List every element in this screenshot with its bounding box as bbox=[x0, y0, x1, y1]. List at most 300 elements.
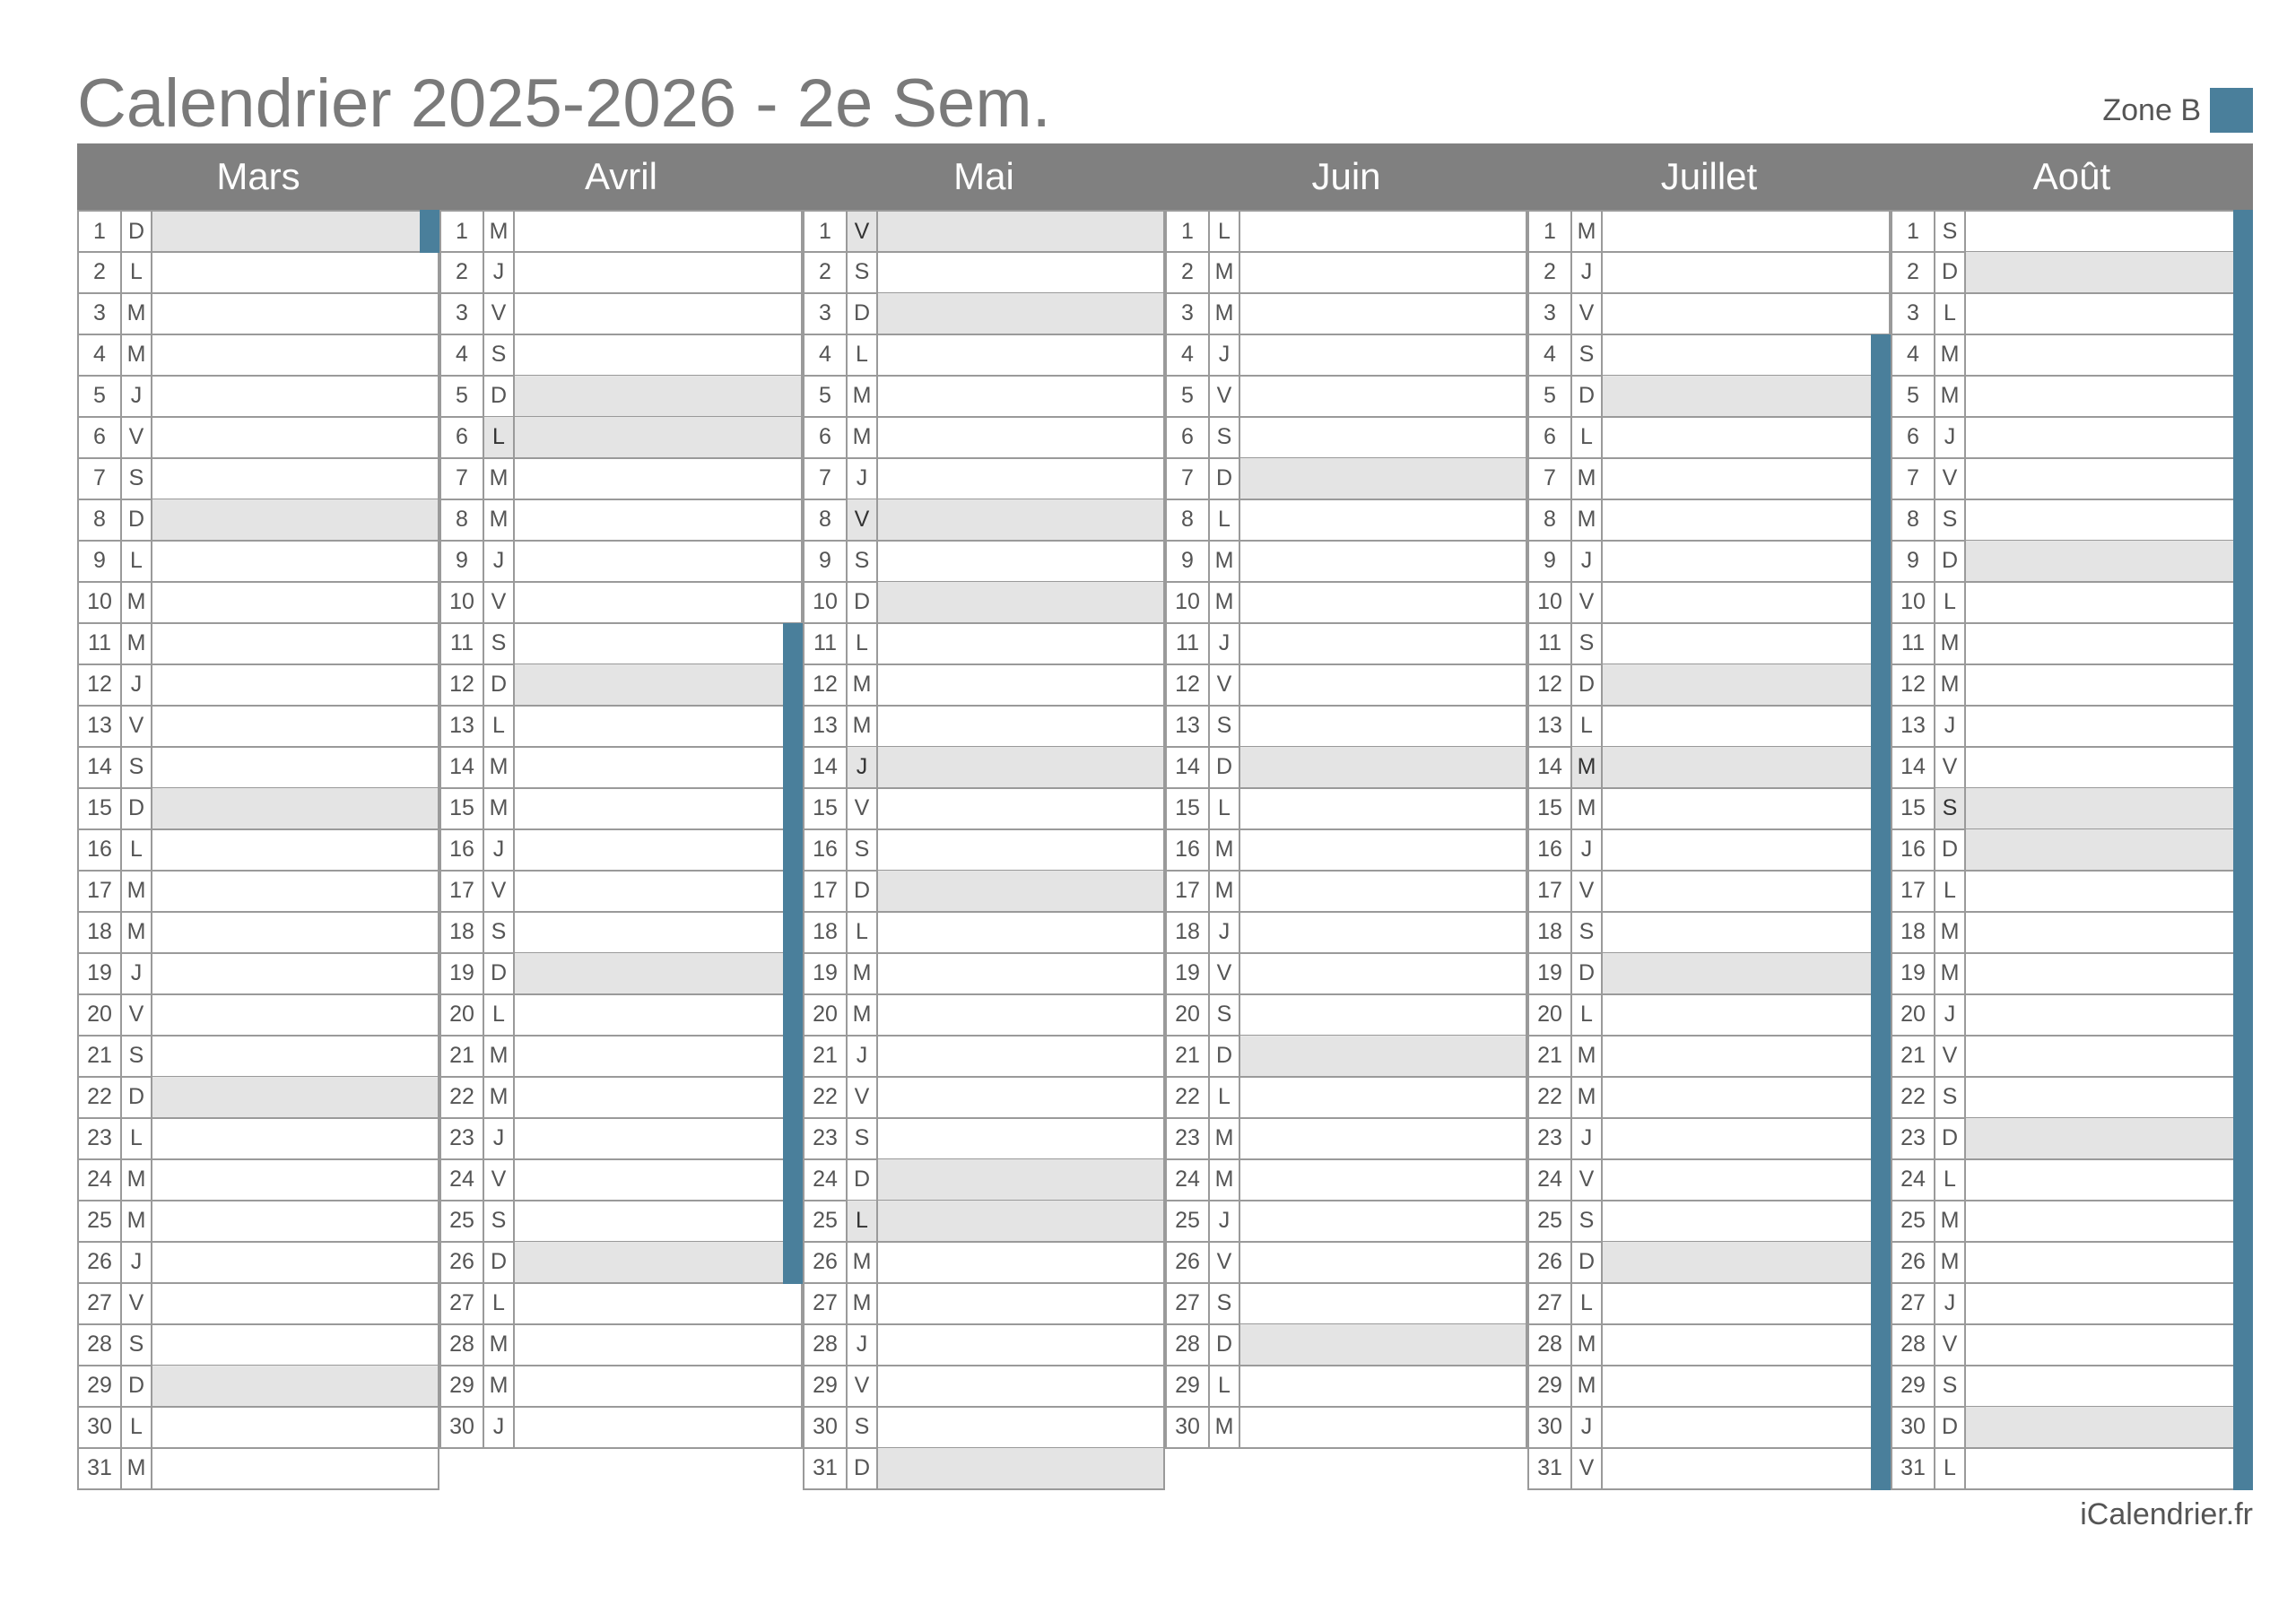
day-note-cell[interactable] bbox=[1966, 1324, 2251, 1365]
day-row[interactable] bbox=[1165, 334, 1527, 377]
day-note-cell[interactable] bbox=[1240, 664, 1526, 705]
day-row[interactable] bbox=[1891, 1077, 2253, 1119]
day-row[interactable] bbox=[803, 458, 1165, 500]
day-row[interactable] bbox=[439, 871, 803, 913]
day-row[interactable] bbox=[1527, 994, 1891, 1037]
day-row[interactable] bbox=[1527, 293, 1891, 335]
day-note-cell[interactable] bbox=[1966, 1448, 2251, 1488]
day-row[interactable] bbox=[1165, 417, 1527, 459]
day-row[interactable] bbox=[1891, 1036, 2253, 1078]
day-row[interactable] bbox=[77, 376, 439, 418]
day-row[interactable] bbox=[1891, 541, 2253, 583]
day-row[interactable] bbox=[1165, 293, 1527, 335]
day-row[interactable] bbox=[1891, 1366, 2253, 1408]
day-note-cell[interactable] bbox=[1966, 1118, 2251, 1158]
day-note-cell[interactable] bbox=[1966, 252, 2251, 292]
day-row[interactable] bbox=[77, 1407, 439, 1449]
day-note-cell[interactable] bbox=[1240, 623, 1526, 664]
day-row[interactable] bbox=[803, 293, 1165, 335]
day-row[interactable] bbox=[439, 829, 803, 872]
day-note-cell[interactable] bbox=[878, 1077, 1163, 1117]
day-row[interactable] bbox=[1165, 871, 1527, 913]
day-row[interactable] bbox=[1527, 252, 1891, 294]
day-row[interactable] bbox=[1165, 953, 1527, 995]
day-note-cell[interactable] bbox=[152, 871, 438, 911]
day-row[interactable] bbox=[1891, 376, 2253, 418]
day-row[interactable] bbox=[439, 1407, 803, 1449]
day-note-cell[interactable] bbox=[152, 788, 438, 828]
day-note-cell[interactable] bbox=[1966, 458, 2251, 499]
day-note-cell[interactable] bbox=[1966, 334, 2251, 375]
day-row[interactable] bbox=[1891, 912, 2253, 954]
day-row[interactable] bbox=[1527, 664, 1891, 707]
day-row[interactable] bbox=[439, 252, 803, 294]
day-row[interactable] bbox=[803, 582, 1165, 624]
day-note-cell[interactable] bbox=[1603, 417, 1889, 457]
day-row[interactable] bbox=[1527, 623, 1891, 665]
day-note-cell[interactable] bbox=[1603, 953, 1889, 993]
day-note-cell[interactable] bbox=[1603, 541, 1889, 581]
day-note-cell[interactable] bbox=[878, 293, 1163, 334]
day-note-cell[interactable] bbox=[1603, 1118, 1889, 1158]
day-row[interactable] bbox=[803, 417, 1165, 459]
day-note-cell[interactable] bbox=[1603, 1366, 1889, 1406]
day-row[interactable] bbox=[1527, 334, 1891, 377]
day-note-cell[interactable] bbox=[1603, 212, 1889, 251]
day-note-cell[interactable] bbox=[1603, 788, 1889, 828]
day-row[interactable] bbox=[439, 912, 803, 954]
day-row[interactable] bbox=[1527, 953, 1891, 995]
day-note-cell[interactable] bbox=[152, 458, 438, 499]
day-note-cell[interactable] bbox=[152, 664, 438, 705]
day-note-cell[interactable] bbox=[152, 417, 438, 457]
day-note-cell[interactable] bbox=[878, 499, 1163, 540]
day-note-cell[interactable] bbox=[878, 953, 1163, 993]
day-row[interactable] bbox=[77, 499, 439, 542]
day-row[interactable] bbox=[77, 1201, 439, 1243]
day-row[interactable] bbox=[77, 210, 439, 253]
day-row[interactable] bbox=[77, 1077, 439, 1119]
day-row[interactable] bbox=[1165, 1366, 1527, 1408]
day-row[interactable] bbox=[439, 1201, 803, 1243]
day-row[interactable] bbox=[803, 334, 1165, 377]
day-row[interactable] bbox=[1891, 1201, 2253, 1243]
day-note-cell[interactable] bbox=[515, 1407, 801, 1447]
day-note-cell[interactable] bbox=[878, 458, 1163, 499]
day-note-cell[interactable] bbox=[1966, 212, 2251, 251]
day-row[interactable] bbox=[439, 210, 803, 253]
day-row[interactable] bbox=[803, 252, 1165, 294]
day-row[interactable] bbox=[1527, 417, 1891, 459]
day-note-cell[interactable] bbox=[1240, 1159, 1526, 1200]
day-note-cell[interactable] bbox=[1966, 664, 2251, 705]
day-note-cell[interactable] bbox=[152, 334, 438, 375]
day-row[interactable] bbox=[803, 1159, 1165, 1201]
day-row[interactable] bbox=[1891, 293, 2253, 335]
day-note-cell[interactable] bbox=[1240, 417, 1526, 457]
day-row[interactable] bbox=[439, 1324, 803, 1366]
day-note-cell[interactable] bbox=[515, 994, 801, 1035]
day-row[interactable] bbox=[77, 788, 439, 830]
day-row[interactable] bbox=[1165, 1201, 1527, 1243]
day-row[interactable] bbox=[1891, 788, 2253, 830]
day-note-cell[interactable] bbox=[1240, 582, 1526, 622]
day-note-cell[interactable] bbox=[1966, 747, 2251, 787]
day-note-cell[interactable] bbox=[878, 1283, 1163, 1323]
day-row[interactable] bbox=[1165, 912, 1527, 954]
day-row[interactable] bbox=[439, 1118, 803, 1160]
day-row[interactable] bbox=[803, 994, 1165, 1037]
day-note-cell[interactable] bbox=[515, 1159, 801, 1200]
day-row[interactable] bbox=[1891, 829, 2253, 872]
day-row[interactable] bbox=[77, 541, 439, 583]
day-row[interactable] bbox=[1165, 582, 1527, 624]
day-row[interactable] bbox=[1165, 788, 1527, 830]
day-row[interactable] bbox=[439, 541, 803, 583]
day-row[interactable] bbox=[1527, 829, 1891, 872]
day-note-cell[interactable] bbox=[878, 912, 1163, 952]
day-note-cell[interactable] bbox=[152, 1407, 438, 1447]
day-note-cell[interactable] bbox=[878, 417, 1163, 457]
day-row[interactable] bbox=[803, 747, 1165, 789]
day-row[interactable] bbox=[77, 293, 439, 335]
day-note-cell[interactable] bbox=[1240, 499, 1526, 540]
day-note-cell[interactable] bbox=[1603, 871, 1889, 911]
day-note-cell[interactable] bbox=[1240, 458, 1526, 499]
day-note-cell[interactable] bbox=[1240, 541, 1526, 581]
day-note-cell[interactable] bbox=[1603, 1036, 1889, 1076]
day-row[interactable] bbox=[1527, 788, 1891, 830]
day-note-cell[interactable] bbox=[1240, 334, 1526, 375]
day-note-cell[interactable] bbox=[878, 582, 1163, 622]
day-note-cell[interactable] bbox=[1603, 706, 1889, 746]
day-row[interactable] bbox=[1165, 376, 1527, 418]
day-note-cell[interactable] bbox=[515, 706, 801, 746]
day-row[interactable] bbox=[1891, 1324, 2253, 1366]
day-note-cell[interactable] bbox=[878, 1366, 1163, 1406]
day-note-cell[interactable] bbox=[1966, 582, 2251, 622]
day-note-cell[interactable] bbox=[152, 706, 438, 746]
day-row[interactable] bbox=[1527, 912, 1891, 954]
day-row[interactable] bbox=[803, 664, 1165, 707]
day-row[interactable] bbox=[439, 1283, 803, 1325]
day-note-cell[interactable] bbox=[152, 293, 438, 334]
day-row[interactable] bbox=[77, 912, 439, 954]
day-row[interactable] bbox=[77, 1159, 439, 1201]
day-row[interactable] bbox=[1165, 706, 1527, 748]
day-note-cell[interactable] bbox=[152, 376, 438, 416]
day-row[interactable] bbox=[1527, 1077, 1891, 1119]
day-row[interactable] bbox=[439, 747, 803, 789]
day-note-cell[interactable] bbox=[1603, 1242, 1889, 1282]
day-row[interactable] bbox=[1891, 953, 2253, 995]
day-note-cell[interactable] bbox=[1966, 623, 2251, 664]
day-note-cell[interactable] bbox=[878, 994, 1163, 1035]
day-row[interactable] bbox=[803, 376, 1165, 418]
day-note-cell[interactable] bbox=[878, 664, 1163, 705]
day-row[interactable] bbox=[1527, 1242, 1891, 1284]
day-row[interactable] bbox=[803, 1448, 1165, 1490]
day-note-cell[interactable] bbox=[1966, 1036, 2251, 1076]
day-row[interactable] bbox=[1891, 334, 2253, 377]
day-row[interactable] bbox=[439, 664, 803, 707]
day-note-cell[interactable] bbox=[1966, 1201, 2251, 1241]
day-note-cell[interactable] bbox=[515, 1366, 801, 1406]
day-row[interactable] bbox=[1527, 582, 1891, 624]
day-row[interactable] bbox=[439, 994, 803, 1037]
day-note-cell[interactable] bbox=[1603, 293, 1889, 334]
day-row[interactable] bbox=[77, 1242, 439, 1284]
day-row[interactable] bbox=[1891, 1407, 2253, 1449]
day-note-cell[interactable] bbox=[878, 1201, 1163, 1241]
day-note-cell[interactable] bbox=[1966, 376, 2251, 416]
day-note-cell[interactable] bbox=[1240, 953, 1526, 993]
day-row[interactable] bbox=[1527, 1036, 1891, 1078]
day-note-cell[interactable] bbox=[515, 912, 801, 952]
day-note-cell[interactable] bbox=[515, 541, 801, 581]
day-row[interactable] bbox=[803, 1201, 1165, 1243]
day-row[interactable] bbox=[439, 788, 803, 830]
day-note-cell[interactable] bbox=[1603, 1201, 1889, 1241]
day-note-cell[interactable] bbox=[1966, 1283, 2251, 1323]
day-row[interactable] bbox=[803, 706, 1165, 748]
day-row[interactable] bbox=[1165, 1324, 1527, 1366]
day-row[interactable] bbox=[1527, 1448, 1891, 1490]
day-note-cell[interactable] bbox=[1966, 1159, 2251, 1200]
day-row[interactable] bbox=[1527, 1324, 1891, 1366]
day-row[interactable] bbox=[1891, 499, 2253, 542]
day-row[interactable] bbox=[1527, 376, 1891, 418]
day-row[interactable] bbox=[77, 664, 439, 707]
day-note-cell[interactable] bbox=[1603, 747, 1889, 787]
day-note-cell[interactable] bbox=[1603, 623, 1889, 664]
day-note-cell[interactable] bbox=[1966, 1366, 2251, 1406]
day-note-cell[interactable] bbox=[878, 788, 1163, 828]
day-row[interactable] bbox=[1165, 1118, 1527, 1160]
day-note-cell[interactable] bbox=[515, 747, 801, 787]
day-row[interactable] bbox=[439, 623, 803, 665]
day-row[interactable] bbox=[439, 417, 803, 459]
day-note-cell[interactable] bbox=[1603, 499, 1889, 540]
day-note-cell[interactable] bbox=[515, 212, 801, 251]
day-note-cell[interactable] bbox=[515, 623, 801, 664]
day-row[interactable] bbox=[803, 623, 1165, 665]
day-note-cell[interactable] bbox=[1240, 1366, 1526, 1406]
day-row[interactable] bbox=[1527, 1201, 1891, 1243]
day-row[interactable] bbox=[1165, 458, 1527, 500]
day-note-cell[interactable] bbox=[1240, 1036, 1526, 1076]
day-row[interactable] bbox=[77, 1118, 439, 1160]
day-row[interactable] bbox=[1165, 1242, 1527, 1284]
day-note-cell[interactable] bbox=[1966, 829, 2251, 870]
day-note-cell[interactable] bbox=[1603, 1159, 1889, 1200]
day-note-cell[interactable] bbox=[152, 1118, 438, 1158]
day-row[interactable] bbox=[803, 210, 1165, 253]
day-note-cell[interactable] bbox=[878, 212, 1163, 251]
day-note-cell[interactable] bbox=[152, 1283, 438, 1323]
day-note-cell[interactable] bbox=[152, 747, 438, 787]
day-row[interactable] bbox=[1891, 1242, 2253, 1284]
day-note-cell[interactable] bbox=[152, 1201, 438, 1241]
day-note-cell[interactable] bbox=[878, 541, 1163, 581]
day-note-cell[interactable] bbox=[1966, 1077, 2251, 1117]
day-note-cell[interactable] bbox=[152, 212, 438, 251]
day-row[interactable] bbox=[1891, 664, 2253, 707]
day-note-cell[interactable] bbox=[152, 499, 438, 540]
day-note-cell[interactable] bbox=[1240, 1118, 1526, 1158]
day-note-cell[interactable] bbox=[515, 417, 801, 457]
day-row[interactable] bbox=[1527, 1118, 1891, 1160]
day-note-cell[interactable] bbox=[878, 334, 1163, 375]
day-row[interactable] bbox=[77, 623, 439, 665]
day-row[interactable] bbox=[1165, 1077, 1527, 1119]
day-note-cell[interactable] bbox=[1240, 1324, 1526, 1365]
day-note-cell[interactable] bbox=[1240, 994, 1526, 1035]
day-row[interactable] bbox=[1527, 499, 1891, 542]
day-note-cell[interactable] bbox=[1240, 1407, 1526, 1447]
day-row[interactable] bbox=[803, 829, 1165, 872]
day-note-cell[interactable] bbox=[515, 1283, 801, 1323]
day-note-cell[interactable] bbox=[1240, 829, 1526, 870]
day-note-cell[interactable] bbox=[878, 747, 1163, 787]
day-row[interactable] bbox=[1527, 1407, 1891, 1449]
day-note-cell[interactable] bbox=[1240, 1201, 1526, 1241]
day-row[interactable] bbox=[1891, 623, 2253, 665]
day-note-cell[interactable] bbox=[515, 871, 801, 911]
day-note-cell[interactable] bbox=[1240, 1242, 1526, 1282]
day-note-cell[interactable] bbox=[1966, 788, 2251, 828]
day-note-cell[interactable] bbox=[878, 871, 1163, 911]
day-row[interactable] bbox=[1165, 829, 1527, 872]
day-note-cell[interactable] bbox=[1966, 541, 2251, 581]
day-note-cell[interactable] bbox=[152, 541, 438, 581]
day-note-cell[interactable] bbox=[878, 706, 1163, 746]
day-row[interactable] bbox=[439, 499, 803, 542]
day-row[interactable] bbox=[1527, 1366, 1891, 1408]
day-note-cell[interactable] bbox=[1603, 458, 1889, 499]
day-note-cell[interactable] bbox=[1966, 994, 2251, 1035]
day-row[interactable] bbox=[1527, 871, 1891, 913]
day-row[interactable] bbox=[1891, 582, 2253, 624]
day-note-cell[interactable] bbox=[515, 664, 801, 705]
day-note-cell[interactable] bbox=[1603, 1283, 1889, 1323]
day-note-cell[interactable] bbox=[152, 994, 438, 1035]
day-note-cell[interactable] bbox=[878, 1159, 1163, 1200]
day-row[interactable] bbox=[1165, 499, 1527, 542]
day-row[interactable] bbox=[77, 582, 439, 624]
day-row[interactable] bbox=[1165, 1283, 1527, 1325]
day-row[interactable] bbox=[803, 1036, 1165, 1078]
day-note-cell[interactable] bbox=[1240, 747, 1526, 787]
day-note-cell[interactable] bbox=[152, 623, 438, 664]
day-row[interactable] bbox=[77, 417, 439, 459]
day-row[interactable] bbox=[77, 458, 439, 500]
day-note-cell[interactable] bbox=[878, 1036, 1163, 1076]
day-note-cell[interactable] bbox=[1966, 871, 2251, 911]
day-note-cell[interactable] bbox=[1240, 252, 1526, 292]
day-note-cell[interactable] bbox=[515, 1201, 801, 1241]
day-row[interactable] bbox=[1891, 252, 2253, 294]
day-row[interactable] bbox=[1165, 1159, 1527, 1201]
day-row[interactable] bbox=[1165, 210, 1527, 253]
day-row[interactable] bbox=[803, 541, 1165, 583]
day-note-cell[interactable] bbox=[1603, 912, 1889, 952]
day-note-cell[interactable] bbox=[515, 582, 801, 622]
day-note-cell[interactable] bbox=[878, 623, 1163, 664]
day-row[interactable] bbox=[1891, 706, 2253, 748]
day-row[interactable] bbox=[1165, 252, 1527, 294]
day-row[interactable] bbox=[439, 458, 803, 500]
day-row[interactable] bbox=[77, 1448, 439, 1490]
day-note-cell[interactable] bbox=[515, 1077, 801, 1117]
day-row[interactable] bbox=[1891, 417, 2253, 459]
day-row[interactable] bbox=[1527, 1159, 1891, 1201]
day-row[interactable] bbox=[1891, 994, 2253, 1037]
day-row[interactable] bbox=[1527, 747, 1891, 789]
day-note-cell[interactable] bbox=[515, 376, 801, 416]
day-row[interactable] bbox=[77, 1324, 439, 1366]
day-note-cell[interactable] bbox=[1603, 334, 1889, 375]
day-row[interactable] bbox=[77, 334, 439, 377]
day-note-cell[interactable] bbox=[1966, 499, 2251, 540]
day-note-cell[interactable] bbox=[1240, 871, 1526, 911]
day-note-cell[interactable] bbox=[1603, 376, 1889, 416]
day-note-cell[interactable] bbox=[1603, 829, 1889, 870]
day-row[interactable] bbox=[1527, 541, 1891, 583]
day-row[interactable] bbox=[1891, 871, 2253, 913]
day-row[interactable] bbox=[1891, 1118, 2253, 1160]
day-note-cell[interactable] bbox=[515, 788, 801, 828]
day-note-cell[interactable] bbox=[1603, 1448, 1889, 1488]
day-note-cell[interactable] bbox=[1603, 1077, 1889, 1117]
day-row[interactable] bbox=[77, 994, 439, 1037]
day-note-cell[interactable] bbox=[878, 1242, 1163, 1282]
day-note-cell[interactable] bbox=[1966, 1242, 2251, 1282]
day-note-cell[interactable] bbox=[1240, 212, 1526, 251]
day-note-cell[interactable] bbox=[152, 953, 438, 993]
day-row[interactable] bbox=[1891, 1283, 2253, 1325]
day-note-cell[interactable] bbox=[1240, 1077, 1526, 1117]
day-row[interactable] bbox=[439, 293, 803, 335]
day-row[interactable] bbox=[1891, 1448, 2253, 1490]
day-row[interactable] bbox=[77, 871, 439, 913]
day-note-cell[interactable] bbox=[878, 1118, 1163, 1158]
day-note-cell[interactable] bbox=[1240, 376, 1526, 416]
day-row[interactable] bbox=[77, 1366, 439, 1408]
day-note-cell[interactable] bbox=[878, 1448, 1163, 1488]
day-note-cell[interactable] bbox=[152, 1366, 438, 1406]
day-row[interactable] bbox=[439, 1036, 803, 1078]
day-row[interactable] bbox=[1527, 1283, 1891, 1325]
day-note-cell[interactable] bbox=[515, 252, 801, 292]
day-note-cell[interactable] bbox=[878, 1324, 1163, 1365]
day-row[interactable] bbox=[1165, 1036, 1527, 1078]
day-row[interactable] bbox=[803, 1077, 1165, 1119]
day-row[interactable] bbox=[439, 706, 803, 748]
day-row[interactable] bbox=[439, 953, 803, 995]
day-row[interactable] bbox=[77, 1283, 439, 1325]
day-note-cell[interactable] bbox=[152, 582, 438, 622]
day-note-cell[interactable] bbox=[515, 1324, 801, 1365]
day-note-cell[interactable] bbox=[515, 953, 801, 993]
day-note-cell[interactable] bbox=[152, 1077, 438, 1117]
day-note-cell[interactable] bbox=[1603, 252, 1889, 292]
day-note-cell[interactable] bbox=[515, 1036, 801, 1076]
day-note-cell[interactable] bbox=[1603, 1324, 1889, 1365]
day-note-cell[interactable] bbox=[152, 1036, 438, 1076]
day-note-cell[interactable] bbox=[1240, 912, 1526, 952]
day-note-cell[interactable] bbox=[878, 252, 1163, 292]
